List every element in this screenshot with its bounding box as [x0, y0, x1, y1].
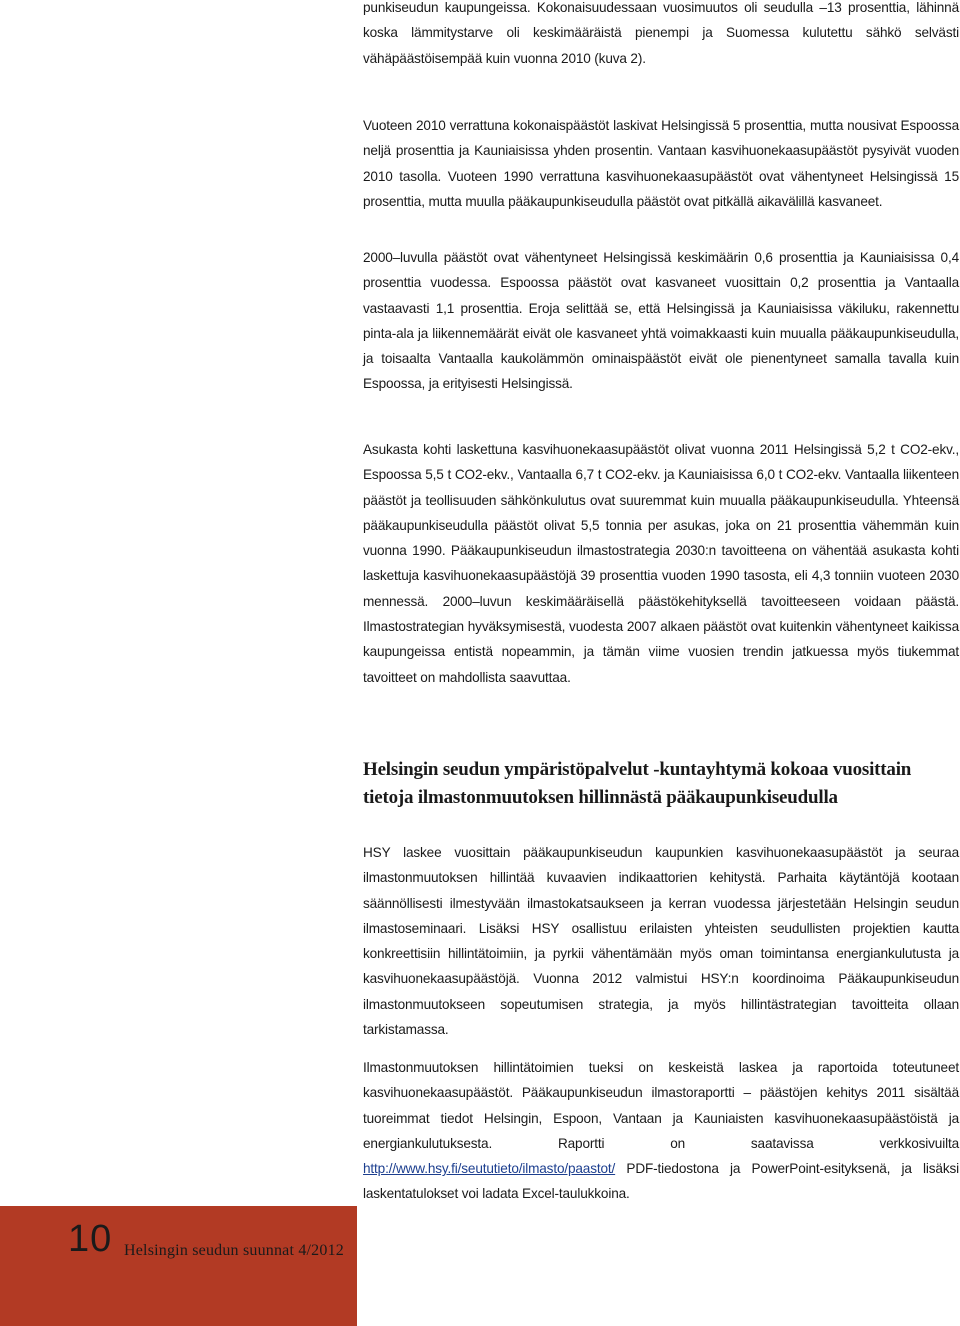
section-heading-text: Helsingin seudun ympäristöpalvelut -kuntayhtymä kokoaa vuosittain tietoja ilmastonmuutoksen hillinnästä pääkaupunkiseudulla — [363, 759, 912, 808]
report-text-after: PDF-tiedostona ja PowerPoint-esityksenä, ja lisäksi laskentatulokset voi ladata Excel-taulukkoina. — [363, 1161, 959, 1202]
paragraph-hsy — [363, 840, 959, 1042]
paragraph-report — [363, 1055, 959, 1207]
paragraph-2000s — [363, 245, 959, 397]
publication-title: Helsingin seudun suunnat 4/2012 — [124, 1242, 344, 1259]
paragraph-text: punkiseudun kaupungeissa. Kokonaisuudessaan vuosimuutos oli seudulla –13 prosenttia, lähinnä koska lämmitystarve oli keskimääräistä pienempi ja Suomessa kulutettu sähkö selvästi vähäpäästöisempää kuin vuonna 2010 (kuva 2). — [363, 0, 959, 66]
report-link[interactable]: http://www.hsy.fi/seututieto/ilmasto/paastot/ — [363, 1161, 616, 1177]
paragraph-text: Vuoteen 2010 verrattuna kokonaispäästöt laskivat Helsingissä 5 prosenttia, mutta nousivat Espoossa neljä prosenttia ja Kauniaisissa yhden prosentin. Vantaan kasvihuonekaasupäästöt pysyivät vuoden 2010 tasolla. Vuoteen 1990 verrattuna kasvihuonekaasupäästöt ovat vähentyneet Helsingissä 15 prosenttia, mutta muulla pääkaupunkiseudulla päästöt ovat pitkällä aikavälillä kasvaneet. — [363, 118, 959, 209]
footer-color-box — [0, 1206, 357, 1326]
paragraph-text — [363, 1055, 959, 1207]
paragraph-per-capita — [363, 437, 959, 690]
paragraph-text: 2000–luvulla päästöt ovat vähentyneet Helsingissä keskimäärin 0,6 prosenttia ja Kauniaisissa 0,4 prosenttia vuodessa. Espoossa päästöt ovat kasvaneet vuosittain 0,2 prosenttia ja Vantaalla vastaavasti 1,1 prosenttia. Eroja selittää se, että Helsingissä ja Kauniaisissa väkiluku, rakennettu pinta-ala ja liikennemäärät eivät ole kasvaneet yhtä voimakkaasti kuin muualla pääkaupunkiseudulla, ja toisaalta Vantaalla kaukolämmön ominaispäästöt eivät ole pienentyneet samalla tavalla kuin Espoossa, ja erityisesti Helsingissä. — [363, 250, 959, 392]
page-number: 10 — [68, 1218, 113, 1260]
report-text-before: Ilmastonmuutoksen hillintätoimien tueksi on keskeistä laskea ja raportoida toteutuneet kasvihuonekaasupäästöt. Pääkaupunkiseudun ilmastoraportti – päästöjen kehitys 2011 sisältää tuoreimmat tiedot Helsingin, Espoon, Vantaan ja Kauniaisten kasvihuonekaasupäästöistä ja energiankulutuksesta. Raportti on saatavissa verkkosivuilta — [363, 1060, 959, 1151]
paragraph-text: HSY laskee vuosittain pääkaupunkiseudun kaupunkien kasvihuonekaasupäästöt ja seuraa ilmastonmuutoksen hillintää kuvaavien indikaattorien kehitystä. Parhaita käytäntöjä kootaan säännöllisesti ilmestyvään ilmastokatsaukseen ja kerran vuodessa järjestetään Helsingin seudun ilmastoseminaari. Lisäksi HSY osallistuu erilaisten yhteisten seudullisten projektien kautta konkreettisiin hillintätoimiin, ja pyrkii vähentämään myös oman toimintansa energiankulutusta ja kasvihuonekaasupäästöjä. Vuonna 2012 valmistui HSY:n koordinoima Pääkaupunkiseudun ilmastonmuutokseen sopeutumisen strategia, ja myös hillintästrategian tavoitteita ollaan tarkistamassa. — [363, 845, 959, 1038]
paragraph-text: Asukasta kohti laskettuna kasvihuonekaasupäästöt olivat vuonna 2011 Helsingissä 5,2 t CO2-ekv., Espoossa 5,5 t CO2-ekv., Vantaalla 6,7 t CO2-ekv. ja Kauniaisissa 6,0 t CO2-ekv. Vantaalla liikenteen päästöt ja teollisuuden sähkönkulutus ovat suuremmat kuin muualla pääkaupunkiseudulla. Yhteensä pääkaupunkiseudulla päästöt olivat 5,5 tonnia per asukas, joka on 21 prosenttia vähemmän kuin vuonna 1990. Pääkaupunkiseudun ilmastostrategia 2030:n tavoitteena on vähentää asukasta kohti laskettuja kasvihuonekaasupäästöjä 39 prosenttia vuoden 1990 tasosta, eli 4,3 tonniin vuoteen 2030 mennessä. 2000–luvun keskimääräisellä päästökehityksellä tavoitteeseen voidaan päästä. Ilmastostrategian hyväksymisestä, vuodesta 2007 alkaen päästöt ovat kuitenkin vähentyneet kaikissa kaupungeissa entistä nopeammin, ja tämän viime vuosien trendin jatkuessa myös tiukemmat tavoitteet on mahdollista saavuttaa. — [363, 442, 959, 685]
section-heading — [363, 756, 923, 812]
paragraph-intro — [363, 0, 959, 71]
paragraph-emissions-2010 — [363, 113, 959, 214]
